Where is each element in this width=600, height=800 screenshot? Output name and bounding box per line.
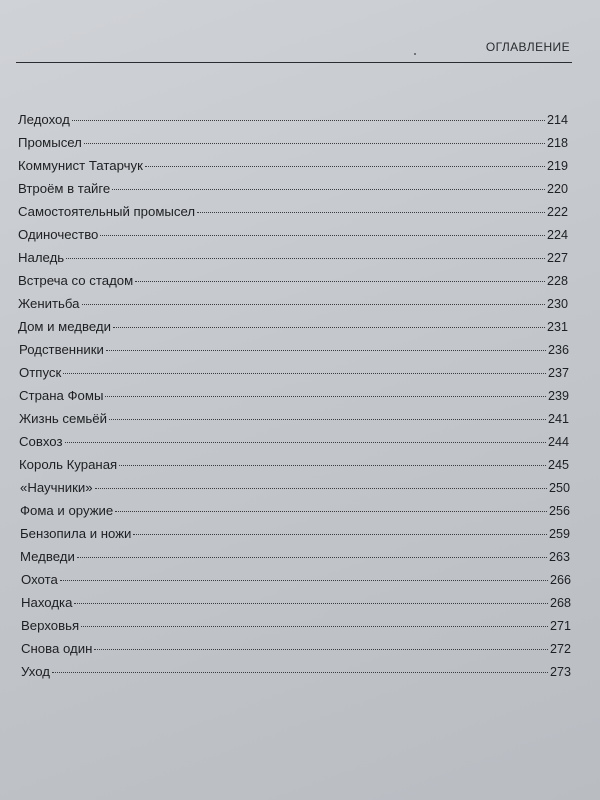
toc-entry-title: «Научники» bbox=[20, 480, 93, 495]
toc-entry-page: 236 bbox=[547, 343, 569, 357]
dot-leader bbox=[135, 281, 545, 282]
toc-entry[interactable] bbox=[19, 338, 569, 361]
toc-entry-title: Фома и оружие bbox=[20, 503, 114, 518]
toc-entry[interactable] bbox=[18, 223, 568, 246]
toc-entry-page: 271 bbox=[549, 619, 571, 633]
dot-leader bbox=[63, 373, 546, 374]
toc-entry-page: 268 bbox=[549, 596, 571, 610]
toc-entry-page: 241 bbox=[547, 412, 569, 426]
dot-leader bbox=[115, 511, 547, 512]
toc-entry-title: Медведи bbox=[20, 549, 75, 564]
toc-entry-page: 266 bbox=[549, 573, 571, 587]
toc-entry-title: Находка bbox=[21, 595, 73, 610]
toc-entry-page: 239 bbox=[547, 389, 569, 403]
toc-entry[interactable] bbox=[18, 200, 568, 223]
toc-entry-page: 227 bbox=[546, 251, 568, 265]
toc-entry-title: Самостоятельный промысел bbox=[18, 204, 196, 219]
toc-entry[interactable] bbox=[21, 568, 571, 591]
toc-entry-page: 245 bbox=[547, 458, 569, 472]
toc-entry[interactable] bbox=[19, 453, 569, 476]
toc-entry-page: 250 bbox=[548, 481, 570, 495]
toc-entry[interactable] bbox=[21, 614, 571, 637]
dot-leader bbox=[100, 235, 545, 236]
toc-entry-title: Женитьба bbox=[18, 296, 80, 311]
toc-entry-page: 220 bbox=[546, 182, 568, 196]
toc-entry-title: Бензопила и ножи bbox=[20, 526, 132, 541]
toc-entry[interactable] bbox=[21, 591, 571, 614]
toc-entry[interactable] bbox=[20, 476, 570, 499]
toc-entry-title: Отпуск bbox=[19, 365, 62, 380]
toc-entry-page: 231 bbox=[546, 320, 568, 334]
toc-entry-page: 224 bbox=[546, 228, 568, 242]
toc-entry-title: Король Кураная bbox=[19, 457, 118, 472]
paper-speck bbox=[414, 53, 416, 55]
dot-leader bbox=[84, 143, 545, 144]
toc-entry-title: Ледоход bbox=[18, 112, 70, 127]
toc-entry-title: Дом и медведи bbox=[18, 319, 111, 334]
toc-entry-title: Промысел bbox=[18, 135, 82, 150]
toc-entry[interactable] bbox=[18, 292, 568, 315]
toc-entry-page: 230 bbox=[546, 297, 568, 311]
dot-leader bbox=[145, 166, 545, 167]
toc-entry-title: Совхоз bbox=[19, 434, 63, 449]
toc-entry-title: Верховья bbox=[21, 618, 80, 633]
toc-entry[interactable] bbox=[21, 660, 571, 683]
dot-leader bbox=[133, 534, 547, 535]
toc-entry-page: 273 bbox=[549, 665, 571, 679]
toc-entry[interactable] bbox=[18, 177, 568, 200]
toc-entry-page: 263 bbox=[548, 550, 570, 564]
toc-entry[interactable] bbox=[19, 407, 569, 430]
toc-entry[interactable] bbox=[18, 246, 568, 269]
dot-leader bbox=[72, 120, 545, 121]
toc-entry-title: Снова один bbox=[21, 641, 93, 656]
toc-entry-title: Одиночество bbox=[18, 227, 99, 242]
dot-leader bbox=[119, 465, 546, 466]
dot-leader bbox=[65, 442, 546, 443]
dot-leader bbox=[74, 603, 548, 604]
toc-entry-page: 219 bbox=[546, 159, 568, 173]
toc-entry-title: Втроём в тайге bbox=[18, 181, 111, 196]
toc-entry[interactable] bbox=[20, 499, 570, 522]
toc-entry-page: 214 bbox=[546, 113, 568, 127]
toc-entry-page: 228 bbox=[546, 274, 568, 288]
toc-entry[interactable] bbox=[18, 131, 568, 154]
toc-entry[interactable] bbox=[19, 384, 569, 407]
dot-leader bbox=[81, 626, 548, 627]
toc-entry-page: 256 bbox=[548, 504, 570, 518]
dot-leader bbox=[106, 350, 546, 351]
toc-entry[interactable] bbox=[20, 522, 570, 545]
toc-entry-title: Уход bbox=[21, 664, 50, 679]
toc-entry-page: 259 bbox=[548, 527, 570, 541]
toc-entry[interactable] bbox=[18, 315, 568, 338]
dot-leader bbox=[113, 327, 545, 328]
dot-leader bbox=[60, 580, 548, 581]
dot-leader bbox=[94, 649, 548, 650]
toc-entry-title: Жизнь семьёй bbox=[19, 411, 107, 426]
toc-entry[interactable] bbox=[20, 545, 570, 568]
toc-entry-title: Родственники bbox=[19, 342, 104, 357]
dot-leader bbox=[197, 212, 545, 213]
toc-entry-title: Охота bbox=[21, 572, 58, 587]
toc-entry[interactable] bbox=[18, 269, 568, 292]
header-rule bbox=[16, 62, 572, 63]
running-head: ОГЛАВЛЕНИЕ bbox=[485, 40, 570, 54]
toc-entry[interactable] bbox=[19, 430, 569, 453]
toc-entry-page: 237 bbox=[547, 366, 569, 380]
dot-leader bbox=[66, 258, 545, 259]
toc-entry-title: Коммунист Татарчук bbox=[18, 158, 143, 173]
dot-leader bbox=[95, 488, 547, 489]
toc-entry-title: Наледь bbox=[18, 250, 65, 265]
toc-entry[interactable] bbox=[19, 361, 569, 384]
toc-entry-title: Встреча со стадом bbox=[18, 273, 134, 288]
toc-entry-page: 222 bbox=[546, 205, 568, 219]
dot-leader bbox=[112, 189, 545, 190]
toc-entry[interactable] bbox=[18, 108, 568, 131]
toc-entry-page: 272 bbox=[549, 642, 571, 656]
toc-entry[interactable] bbox=[18, 154, 568, 177]
toc-entry-page: 244 bbox=[547, 435, 569, 449]
dot-leader bbox=[82, 304, 545, 305]
toc-entry-page: 218 bbox=[546, 136, 568, 150]
dot-leader bbox=[105, 396, 546, 397]
table-of-contents bbox=[18, 108, 571, 683]
dot-leader bbox=[77, 557, 547, 558]
dot-leader bbox=[52, 672, 548, 673]
toc-entry[interactable] bbox=[21, 637, 571, 660]
toc-entry-title: Страна Фомы bbox=[19, 388, 104, 403]
dot-leader bbox=[109, 419, 546, 420]
